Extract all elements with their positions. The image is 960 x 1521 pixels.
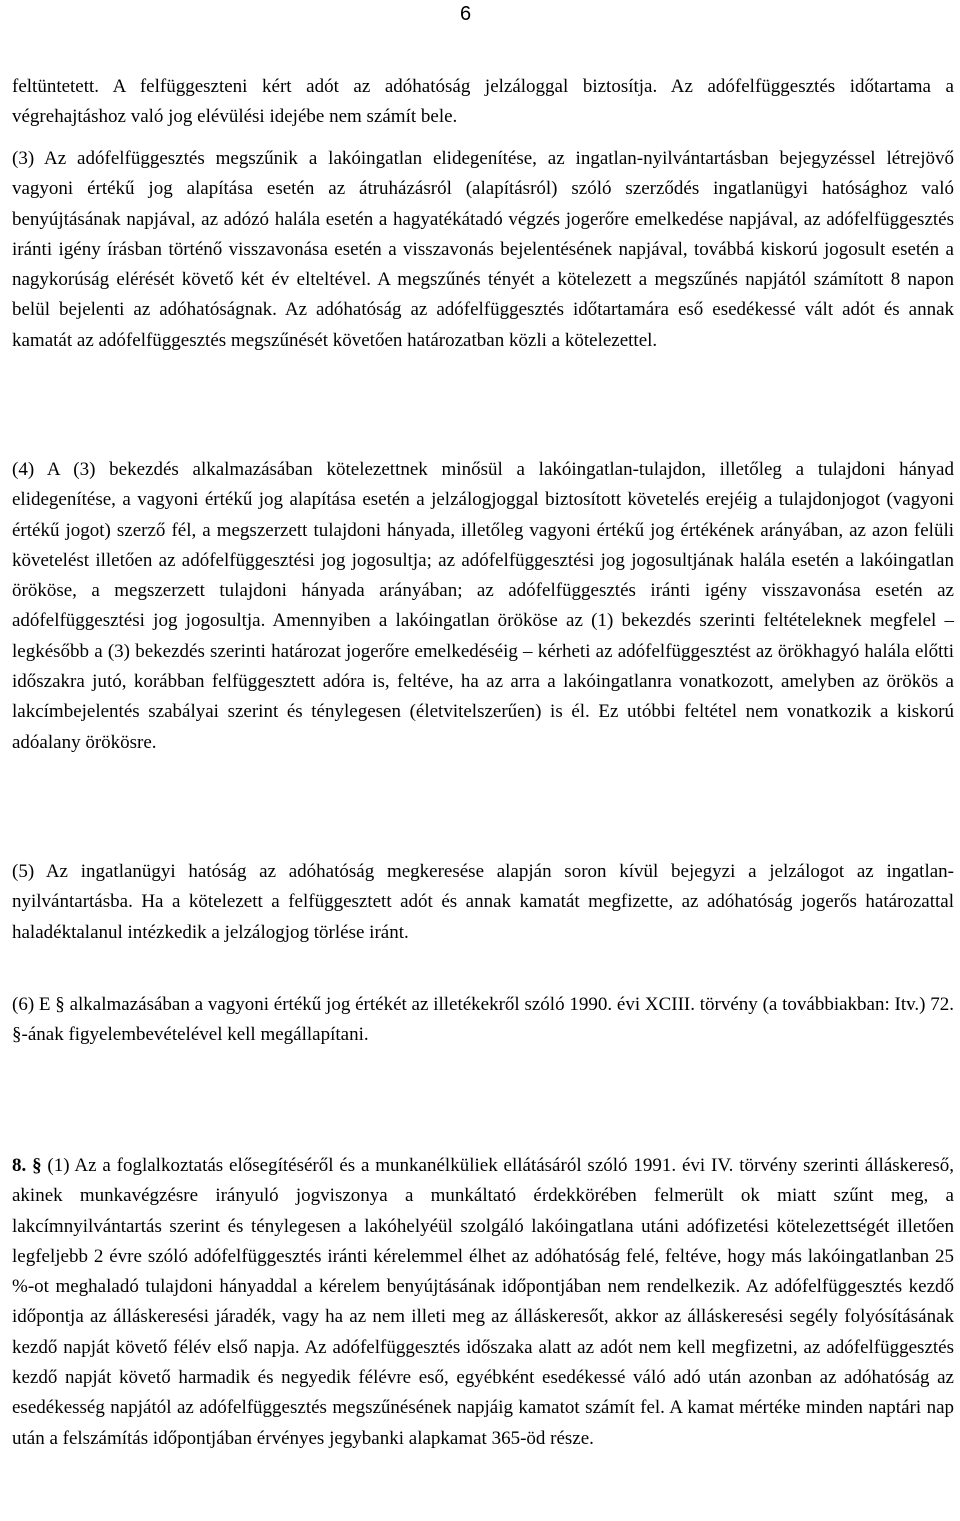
paragraph-6: (6) E § alkalmazásában a vagyoni értékű jog értékét az illetékekről szóló 1990. évi XCIII. törvény (a továbbiakban: Itv.) 72. §-ának figyelembevételével kell megállapítani. (12, 994, 954, 1046)
section-8-body: (1) Az a foglalkoztatás elősegítéséről és a munkanélküliek ellátásáról szóló 1991. évi IV. törvény szerinti álláskereső, akinek munkavégzésre irányuló jogviszonya a munkáltató érdekkörében felmerült ok miatt szűnt meg, a lakcímnyilvántartás szerint és ténylegesen a lakóhelyéül szolgáló lakóingatlana utáni adófizetési kötelezettségét illetően legfeljebb 2 évre szóló adófelfüggesztés iránti kérelemmel élhet az adóhatóság felé, feltéve, hogy más lakóingatlanban 25 %-ot meghaladó tulajdoni hányaddal a kérelem benyújtásának időpontjában nem rendelkezik. Az adófelfüggesztés kezdő időpontja az álláskeresési járadék, vagy ha az nem illeti meg az álláskeresőt, akkor az álláskeresési segély folyósításának kezdő napját követő félév első napja. Az adófelfüggesztés időszaka alatt az adót nem kell megfizetni, az adófelfüggesztés kezdő napját követő harmadik és negyedik félévre eső, egyébként esedékessé váló adó után azonban az adóhatóság az esedékesség napjától az adófelfüggesztés megszűnésének napjáig kamatot számít fel. A kamat mértéke minden naptári nap után a felszámítás időpontjában érvényes jegybanki alapkamat 365-öd része. (12, 1155, 954, 1449)
paragraph-5: (5) Az ingatlanügyi hatóság az adóhatóság megkeresése alapján soron kívül bejegyzi a jelzálogot az ingatlan-nyilvántartásba. Ha a kötelezett a felfüggesztett adót és annak kamatát megfizette, az adóhatóság jogerős határozattal haladéktalanul intézkedik a jelzálogjog törlése iránt. (12, 861, 954, 943)
paragraph-3: (3) Az adófelfüggesztés megszűnik a lakóingatlan elidegenítése, az ingatlan-nyilvántartásban bejegyzéssel létrejövő vagyoni értékű jog alapítása esetén az átruházásról (alapításról) szóló szerződés ingatlanügyi hatósághoz való benyújtásának napjával, az adózó halála esetén a hagyatékátadó végzés jogerőre emelkedése napjával, az adófelfüggesztés iránti igény írásban történő visszavonása esetén a visszavonás bejelentésének napjával, továbbá kiskorú jogosult esetén a nagykorúság elérését követő két év elteltével. A megszűnés tényét a kötelezett a megszűnés napjától számított 8 napon belül bejelenti az adóhatóságnak. Az adóhatóság az adófelfüggesztés időtartamára eső esedékessé vált adót és annak kamatát az adófelfüggesztés megszűnését követően határozatban közli a kötelezettel. (12, 148, 954, 351)
paragraph-4: (4) A (3) bekezdés alkalmazásában kötelezettnek minősül a lakóingatlan-tulajdon, illetőleg a tulajdoni hányad elidegenítése, a vagyoni értékű jog alapítása esetén a jelzálogjoggal biztosított követelés erejéig a tulajdonjogot (vagyoni értékű jogot) szerző fél, a megszerzett tulajdoni hányada, illetőleg vagyoni értékű jog értékének arányában, az azon felüli követelést illetően az adófelfüggesztési jog jogosultja; az adófelfüggesztési jog jogosultjának halála esetén a lakóingatlan örököse, a megszerzett tulajdoni hányada arányában; az adófelfüggesztés iránti igény visszavonása esetén az adófelfüggesztési jog jogosultja. Amennyiben a lakóingatlan örököse az (1) bekezdés szerinti feltételeknek megfelel – legkésőbb a (3) bekezdés szerinti határozat jogerőre emelkedéséig – kérheti az adófelfüggesztést az örökhagyó halála előtti időszakra jutó, korábban felfüggesztett adóra is, feltéve, ha az arra a lakóingatlanra vonatkozott, amelyben az örökös a lakcímbejelentés szabályai szerint és ténylegesen (életvitelszerűen) is él. Ez utóbbi feltétel nem vonatkozik a kiskorú adóalany örökösre. (12, 459, 954, 753)
page-number: 6 (460, 3, 472, 25)
section-8 (12, 1151, 954, 1454)
section-8-number: 8. § (12, 1155, 42, 1176)
paragraph-intro: feltüntetett. A felfüggeszteni kért adót az adóhatóság jelzáloggal biztosítja. Az adófelfüggesztés időtartama a végrehajtáshoz való jog elévülési idejébe nem számít bele. (12, 76, 954, 128)
